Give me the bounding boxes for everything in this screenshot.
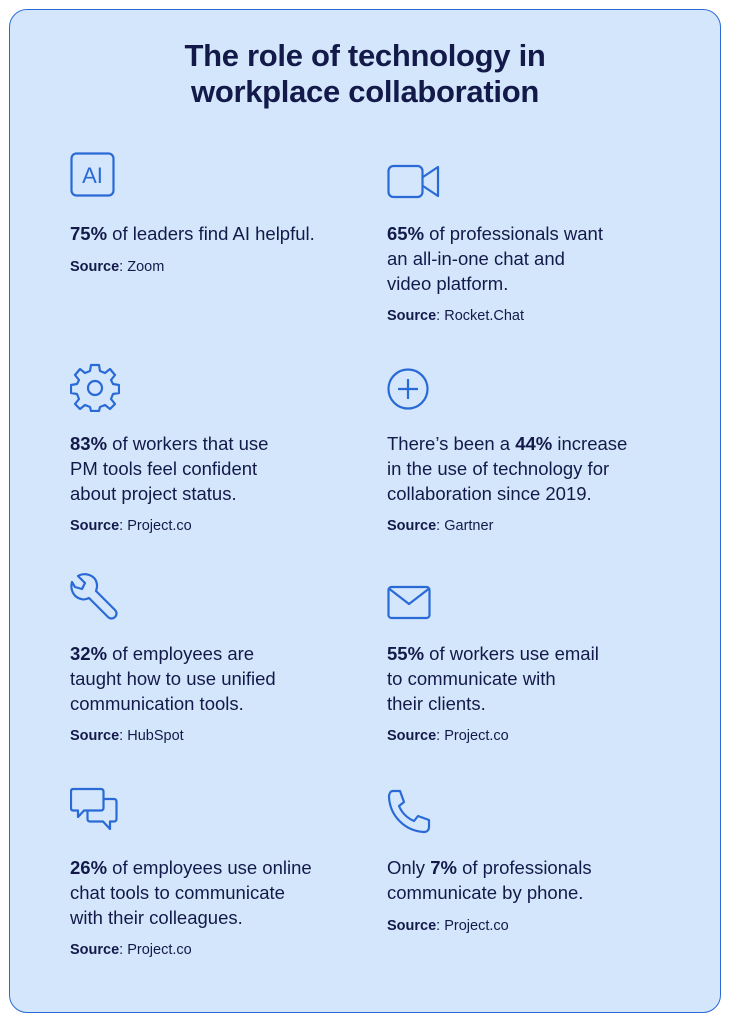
stat-text: 75% of leaders find AI helpful.	[70, 223, 315, 244]
stat-text: 26% of employees use online chat tools to communicate with their colleagues.	[70, 857, 312, 928]
source-line: Source: HubSpot	[70, 728, 184, 744]
source-line: Source: Project.co	[387, 918, 509, 934]
phone-icon	[387, 786, 437, 836]
stat-text: Only 7% of professionals communicate by phone.	[387, 857, 592, 903]
source-line: Source: Zoom	[70, 259, 165, 275]
title-line-1: The role of technology in	[184, 38, 546, 73]
stat-text: 83% of workers that use PM tools feel confident about project status.	[70, 433, 269, 504]
page-title	[0, 38, 730, 110]
source-line: Source: Gartner	[387, 518, 494, 534]
source-line: Source: Project.co	[70, 942, 192, 958]
gear-icon	[70, 362, 120, 412]
stat-text: 55% of workers use email to communicate with their clients.	[387, 643, 599, 714]
chat-bubbles-icon	[70, 786, 120, 836]
plus-circle-icon	[387, 362, 437, 412]
stat-text: 65% of professionals want an all-in-one chat and video platform.	[387, 223, 603, 294]
stat-text: There’s been a 44% increase in the use of technology for collaboration since 2019.	[387, 433, 628, 504]
source-line: Source: Project.co	[70, 518, 192, 534]
title-line-2: workplace collaboration	[191, 74, 539, 109]
ai-icon	[70, 152, 120, 202]
source-line: Source: Rocket.Chat	[387, 308, 525, 324]
svg-text:AI: AI	[82, 163, 103, 188]
stat-text: 32% of employees are taught how to use unified communication tools.	[70, 643, 276, 714]
source-line: Source: Project.co	[387, 728, 509, 744]
wrench-icon	[70, 572, 120, 622]
video-camera-icon	[387, 152, 437, 202]
envelope-icon	[387, 572, 437, 622]
